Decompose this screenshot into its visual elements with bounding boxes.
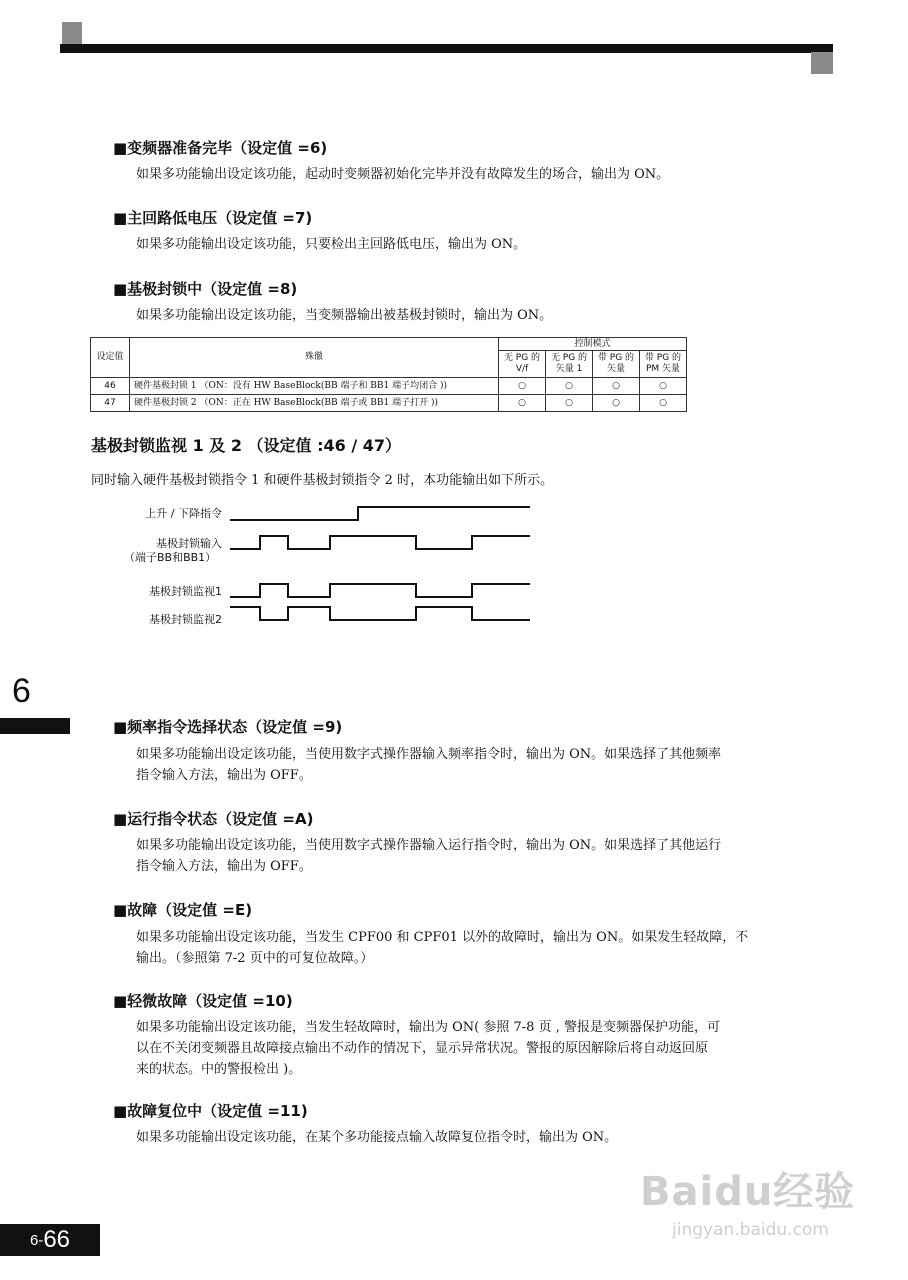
watermark-url: jingyan.baidu.com (672, 1220, 829, 1240)
section-title-minor-fault: ■轻微故障（设定值 =10) (113, 992, 293, 1010)
monitor-title: 基极封锁监视 1 及 2 （设定值 :46 / 47） (91, 436, 402, 455)
table-row (91, 378, 687, 395)
table-cell-mark: ○ (499, 395, 546, 412)
waveform-bb-monitor1 (230, 584, 530, 597)
section-title-baseblock: ■基极封锁中（设定值 =8) (113, 280, 298, 298)
timing-diagram (226, 500, 536, 630)
signal-sublabel-bb-terminals: （端子BB和BB1） (124, 551, 217, 564)
section-text-inverter-ready: 如果多功能输出设定该功能，起动时变频器初始化完毕并没有故障发生的场合，输出为 ON。 (136, 167, 670, 182)
table-header-control-mode: 控制模式 (499, 338, 687, 351)
section-title-inverter-ready: ■变频器准备完毕（设定值 =6) (113, 139, 328, 157)
waveform-bb-monitor2 (230, 607, 530, 620)
table-cell-value: 46 (91, 378, 130, 395)
table-header-setting: 设定值 (91, 338, 130, 378)
section-text-baseblock: 如果多功能输出设定该功能，当变频器输出被基极封锁时，输出为 ON。 (136, 308, 553, 323)
chapter-tab (0, 718, 70, 734)
table-cell-mark: ○ (640, 395, 687, 412)
section-text-line: 如果多功能输出设定该功能，当发生 CPF00 和 CPF01 以外的故障时，输出为 ON。如果发生轻故障，不 (136, 930, 749, 945)
watermark-brand: Baidu经验 (640, 1169, 856, 1215)
header-rule (60, 44, 833, 53)
table-header-function: 殊徹 (130, 338, 499, 378)
table-header-mode: 带 PG 的 矢量 (593, 351, 640, 378)
signal-label-bb-monitor2: 基极封锁监视2 (149, 613, 222, 626)
section-text-line: 输出。（参照第 7-2 页中的可复位故障。） (136, 951, 374, 966)
section-text-line: 如果多功能输出设定该功能，当使用数字式操作器输入运行指令时，输出为 ON。如果选择了其他运行 (136, 838, 722, 853)
table-header-mode: 无 PG 的 矢量 1 (546, 351, 593, 378)
section-title-fault: ■故障（设定值 =E) (113, 901, 253, 919)
section-text-line: 指令输入方法，输出为 OFF。 (136, 859, 312, 874)
section-text-line: 来的状态。中的警报检出 )。 (136, 1062, 302, 1077)
table-cell-desc: 硬件基极封锁 2 （ON：正在 HW BaseBlock(BB 端子或 BB1 端子打开 )) (130, 395, 499, 412)
table-cell-mark: ○ (640, 378, 687, 395)
section-title-fault-reset: ■故障复位中（设定值 =11) (113, 1102, 308, 1120)
section-text-line: 指令输入方法，输出为 OFF。 (136, 768, 312, 783)
page-number: 6- 66 (29, 1226, 71, 1253)
waveform-bb-input (230, 536, 530, 549)
table-cell-mark: ○ (593, 395, 640, 412)
section-text-line: 如果多功能输出设定该功能，当发生轻故障时，输出为 ON( 参照 7-8 页 , 警报是变频器保护功能，可 (136, 1020, 720, 1035)
table-cell-value: 47 (91, 395, 130, 412)
header-corner-block-right (811, 52, 833, 74)
section-title-freq-ref-select: ■频率指令选择状态（设定值 =9) (113, 718, 343, 736)
section-text-line: 以在不关闭变频器且故障接点输出不动作的情况下，显示异常状况。警报的原因解除后将自动返回原 (136, 1041, 709, 1056)
table-cell-desc: 硬件基极封锁 1 （ON：没有 HW BaseBlock(BB 端子和 BB1 端子均闭合 )) (130, 378, 499, 395)
section-text-line: 如果多功能输出设定该功能，在某个多功能接点输入故障复位指令时，输出为 ON。 (136, 1130, 618, 1145)
table-cell-mark: ○ (593, 378, 640, 395)
waveform-updown (230, 507, 530, 520)
section-title-run-command: ■运行指令状态（设定值 =A) (113, 810, 314, 828)
table-cell-mark: ○ (546, 395, 593, 412)
table-header-mode: 无 PG 的 V/f (499, 351, 546, 378)
control-mode-table (90, 337, 687, 412)
section-text-line: 如果多功能输出设定该功能，当使用数字式操作器输入频率指令时，输出为 ON。如果选择了其他频率 (136, 747, 722, 762)
table-header-mode: 带 PG 的 PM 矢量 (640, 351, 687, 378)
monitor-description: 同时输入硬件基极封锁指令 1 和硬件基极封锁指令 2 时，本功能输出如下所示。 (91, 473, 554, 488)
table-cell-mark: ○ (546, 378, 593, 395)
table-row (91, 395, 687, 412)
table-cell-mark: ○ (499, 378, 546, 395)
signal-label-updown: 上升 / 下降指令 (145, 507, 222, 520)
signal-label-bb-monitor1: 基极封锁监视1 (149, 585, 222, 598)
section-title-undervoltage: ■主回路低电压（设定值 =7) (113, 209, 313, 227)
signal-label-bb-input: 基极封锁输入 (156, 537, 222, 550)
section-text-undervoltage: 如果多功能输出设定该功能，只要检出主回路低电压，输出为 ON。 (136, 237, 527, 252)
chapter-number: 6 (12, 672, 31, 710)
